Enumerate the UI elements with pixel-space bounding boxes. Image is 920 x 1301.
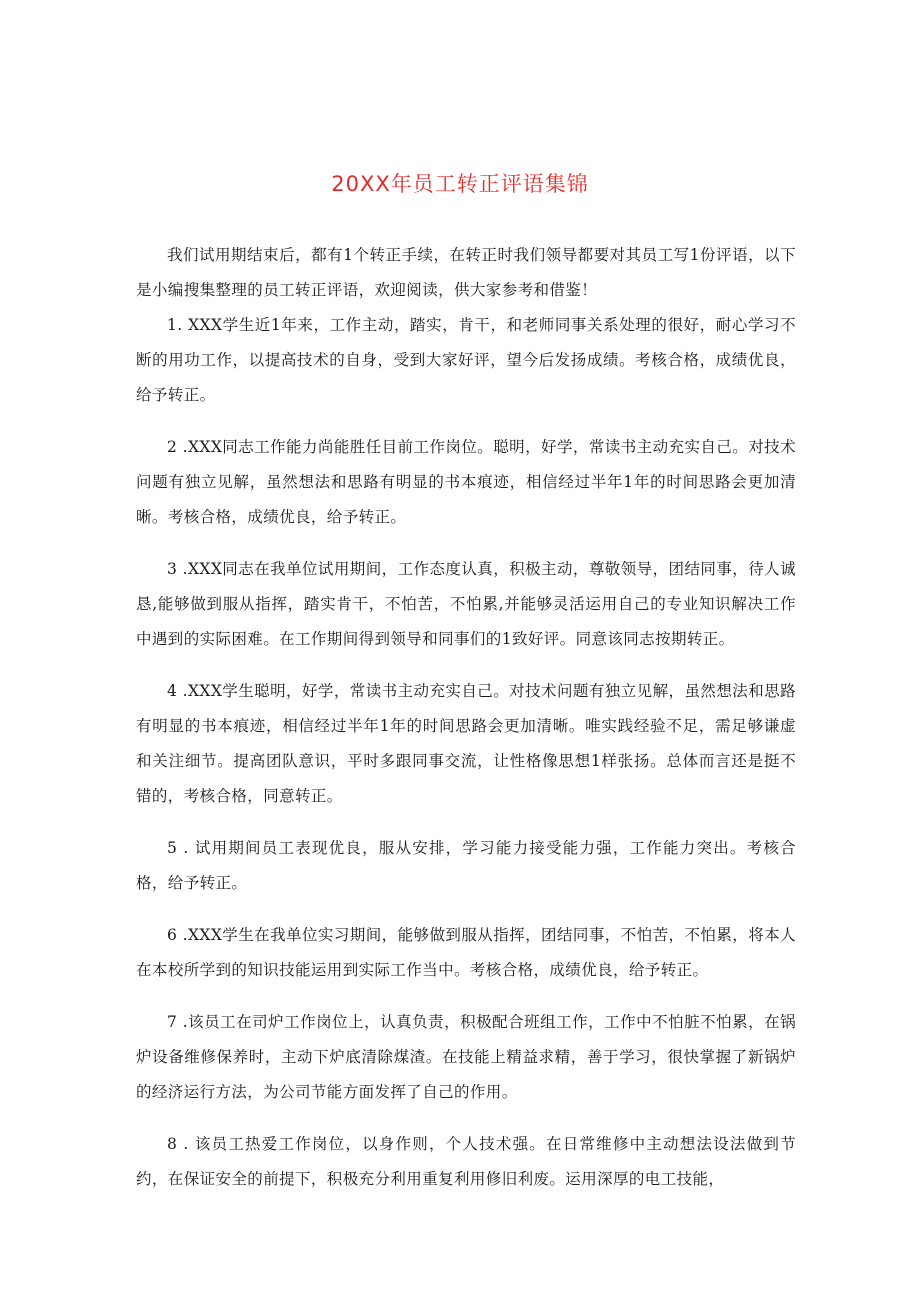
comment-item-6: 6 .XXX学生在我单位实习期间，能够做到服从指挥，团结同事，不怕苦，不怕累，将本人在本校所学到的知识技能运用到实际工作当中。考核合格，成绩优良，给予转正。 bbox=[136, 926, 796, 979]
comment-item-7: 7 .该员工在司炉工作岗位上，认真负责，积极配合班组工作，工作中不怕脏不怕累，在锅炉设备维修保养时，主动下炉底清除煤渣。在技能上精益求精，善于学习，很快掌握了新锅炉的经济运行方法，为公司节能方面发挥了自己的作用。 bbox=[136, 1013, 796, 1101]
comment-item-4: 4 .XXX学生聪明，好学，常读书主动充实自己。对技术问题有独立见解，虽然想法和思路有明显的书本痕迹，相信经过半年1年的时间思路会更加清晰。唯实践经验不足，需足够谦虚和关注细节。提高团队意识，平时多跟同事交流，让性格像思想1样张扬。总体而言还是挺不错的，考核合格，同意转正。 bbox=[136, 682, 796, 805]
document-body bbox=[136, 238, 796, 1214]
comment-item-5: 5 . 试用期间员工表现优良，服从安排，学习能力接受能力强，工作能力突出。考核合格，给予转正。 bbox=[136, 839, 796, 892]
comment-item-3: 3 .XXX同志在我单位试用期间，工作态度认真，积极主动，尊敬领导，团结同事，待人诚恳,能够做到服从指挥，踏实肯干，不怕苦，不怕累,并能够灵活运用自己的专业知识解决工作中遇到的实际困难。在工作期间得到领导和同事们的1致好评。同意该同志按期转正。 bbox=[136, 560, 796, 648]
comment-item-8: 8 . 该员工热爱工作岗位，以身作则，个人技术强。在日常维修中主动想法设法做到节约，在保证安全的前提下，积极充分利用重复利用修旧利废。运用深厚的电工技能， bbox=[136, 1135, 796, 1188]
comment-item-2: 2 .XXX同志工作能力尚能胜任目前工作岗位。聪明，好学，常读书主动充实自己。对技术问题有独立见解，虽然想法和思路有明显的书本痕迹，相信经过半年1年的时间思路会更加清晰。考核合格，成绩优良，给予转正。 bbox=[136, 438, 796, 526]
document-title: 20XX年员工转正评语集锦 bbox=[331, 172, 589, 196]
intro-paragraph: 我们试用期结束后，都有1个转正手续，在转正时我们领导都要对其员工写1份评语，以下是小编搜集整理的员工转正评语，欢迎阅读，供大家参考和借鉴！ bbox=[136, 246, 796, 299]
comment-item-1: 1. XXX学生近1年来，工作主动，踏实，肯干，和老师同事关系处理的很好，耐心学习不断的用功工作，以提高技术的自身，受到大家好评，望今后发扬成绩。考核合格，成绩优良，给予转正。 bbox=[136, 316, 796, 404]
